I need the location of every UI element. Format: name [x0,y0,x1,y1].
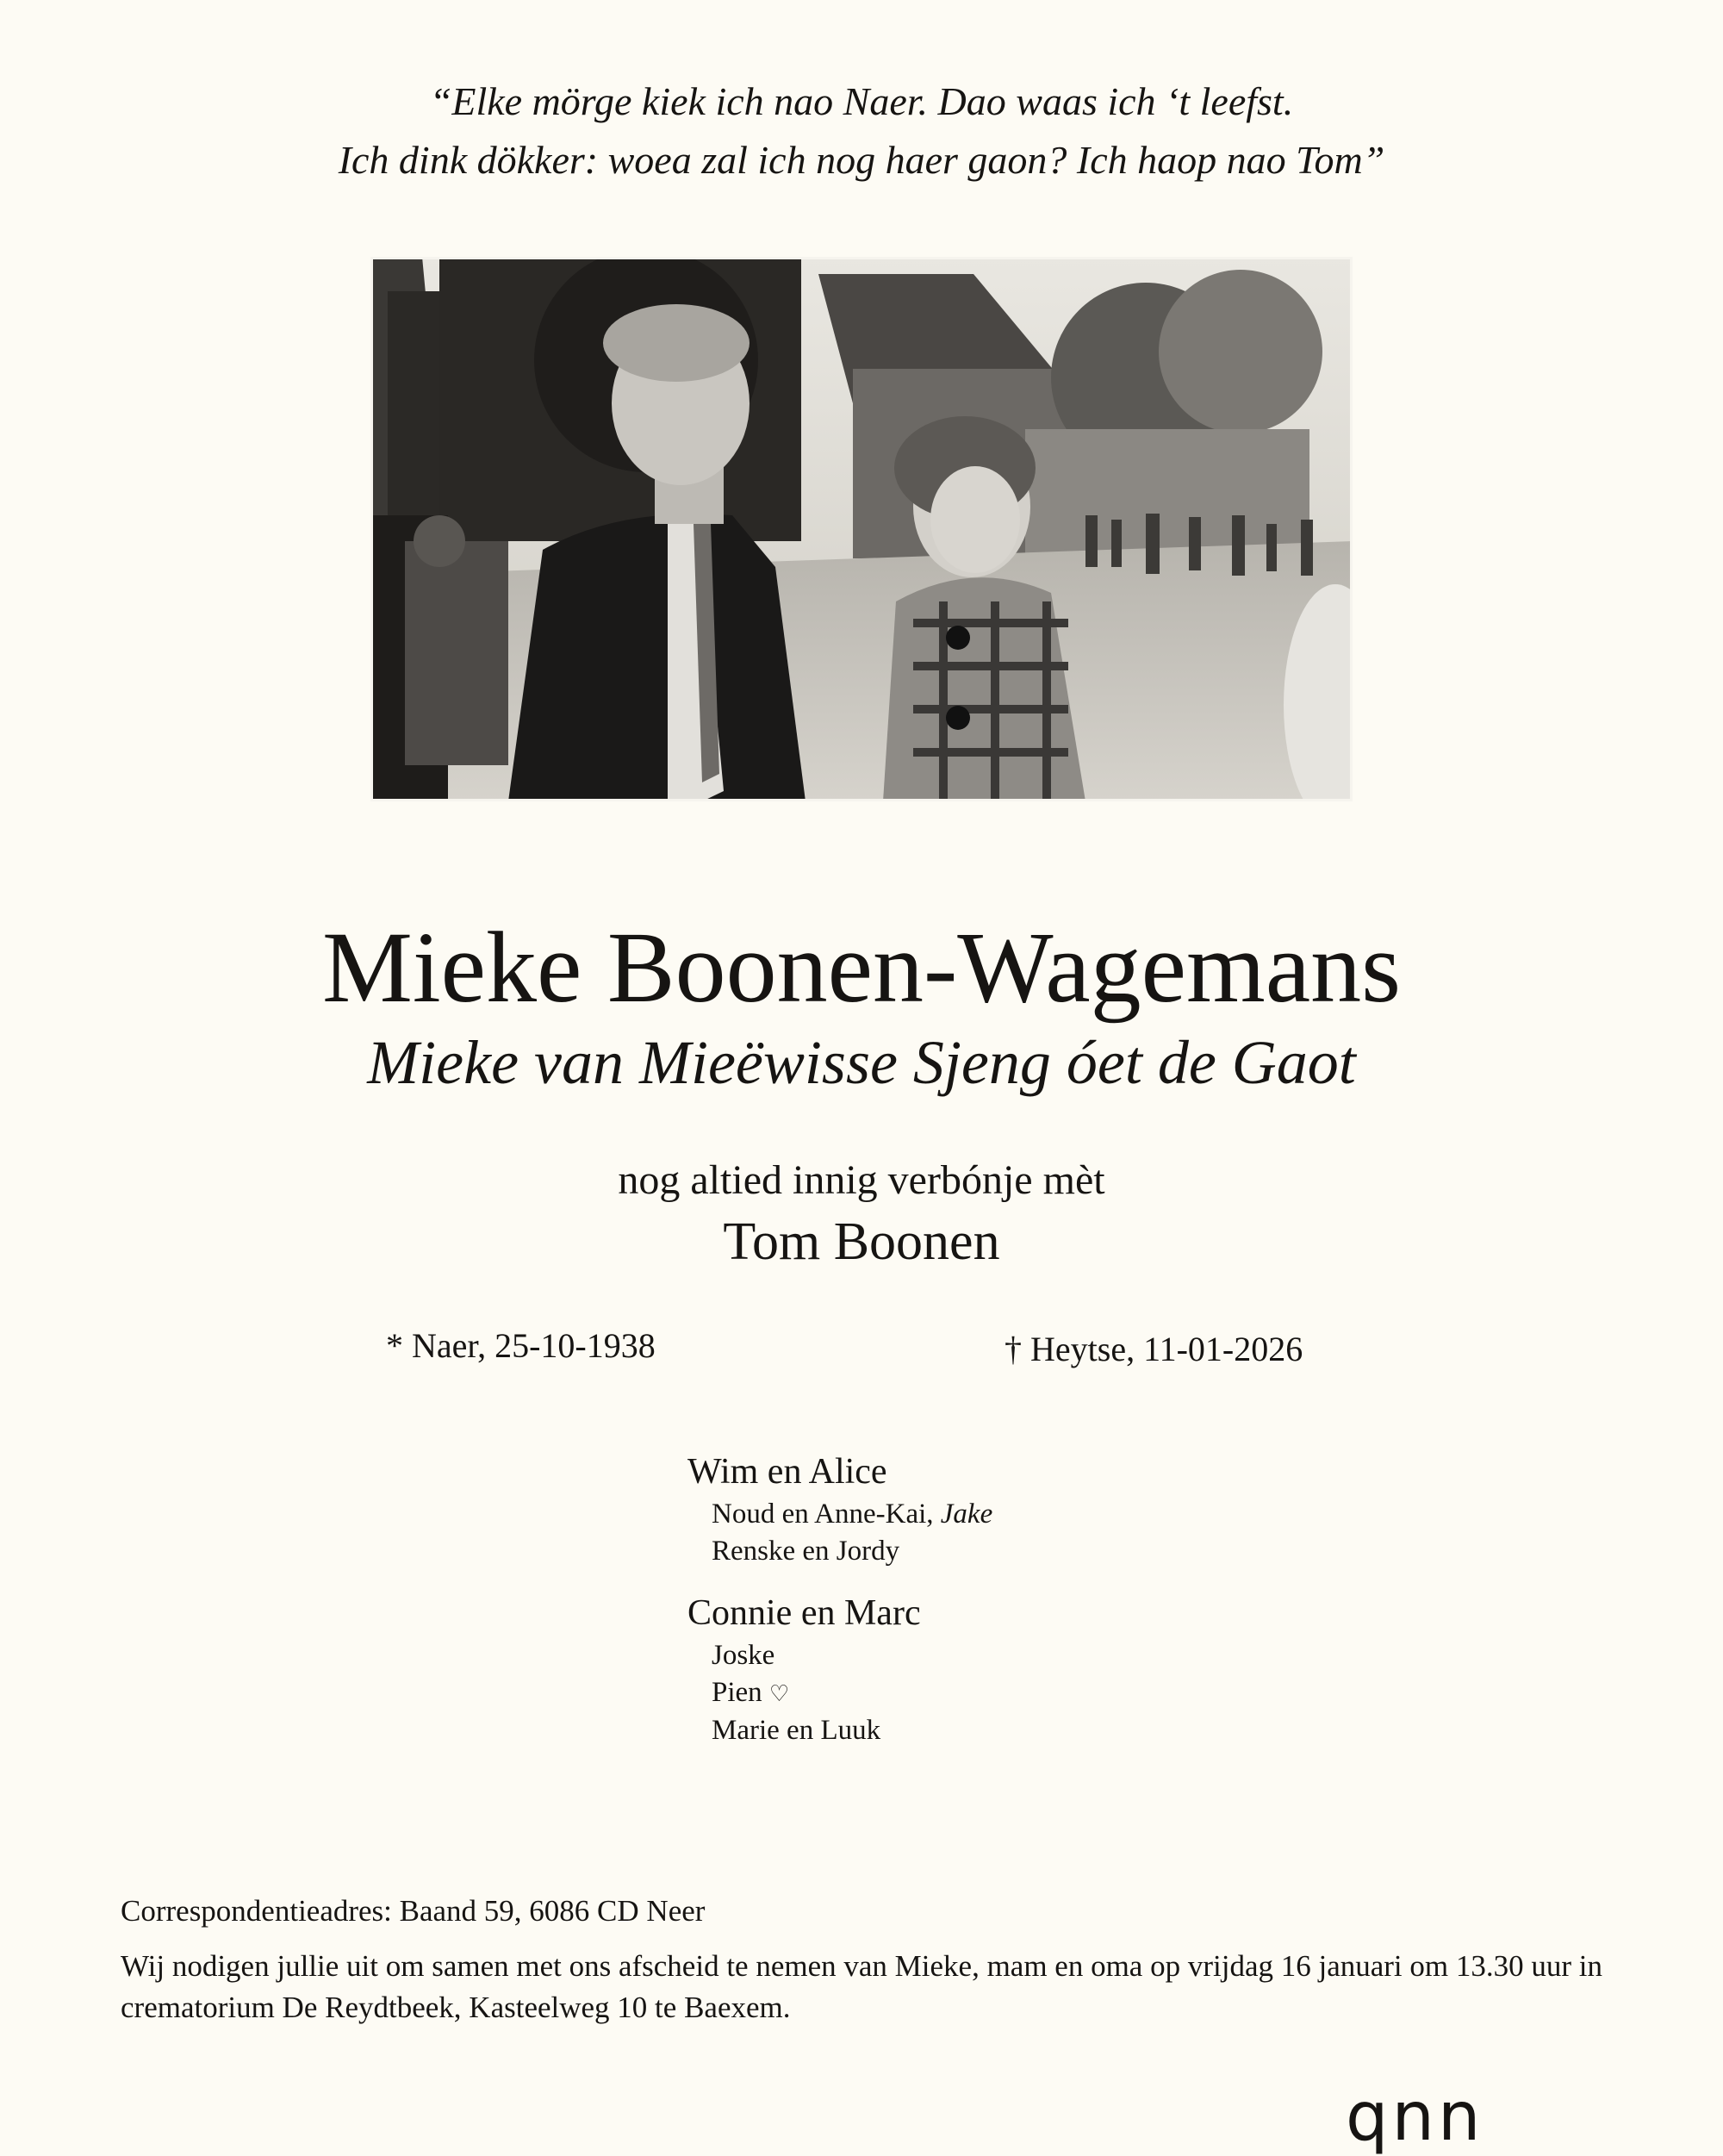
partner-name: Tom Boonen [723,1212,1000,1271]
deceased-nickname: Mieke van Mieëwisse Sjeng óet de Gaot [367,1028,1356,1097]
death-date: † Heytse, 11-01-2026 [1005,1330,1303,1368]
family-child [687,1496,992,1533]
family-child-names: Noud en Anne-Kai, [712,1499,934,1530]
funeral-invitation: Wij nodigen jullie uit om samen met ons afscheid te nemen van Mieke, mam en oma op vrijdag 16 januari om 13.30 uur in crematorium De Reydtbeek, Kasteelweg 10 te Baexem. [121,1949,1603,2024]
deceased-name: Mieke Boonen-Wagemans [321,911,1402,1024]
quote-line-1: “Elke mörge kiek ich nao Naer. Dao waas ich ‘t leefst. [429,79,1294,123]
family-couple: Connie en Marc [687,1593,921,1633]
family-child: Renske en Jordy [712,1536,900,1567]
family-grandchild-name: Jake [940,1499,993,1530]
partner-intro: nog altied innig verbónje mèt [618,1157,1105,1203]
family-child-name: Pien [712,1677,762,1708]
correspondence-address: Correspondentieadres: Baand 59, 6086 CD Neer [121,1894,706,1928]
family-child [687,1674,992,1712]
family-group-2 [687,1589,992,1749]
birth-date: * Naer, 25-10-1938 [386,1326,656,1365]
family-couple: Wim en Alice [687,1452,887,1492]
opening-quote [0,72,1723,190]
family-group-1 [687,1448,992,1570]
family-list [687,1448,992,1749]
family-child: Marie en Luuk [712,1715,881,1746]
quote-line-2: Ich dink dökker: woea zal ich nog haer gaon? Ich haop nao Tom” [338,138,1385,182]
black-white-couple-photo-illustration [370,257,1353,801]
heart-icon: ♡ [768,1681,790,1706]
publisher-logo: qnn [1346,2078,1484,2156]
family-child: Joske [712,1640,775,1671]
couple-photo [370,257,1353,801]
